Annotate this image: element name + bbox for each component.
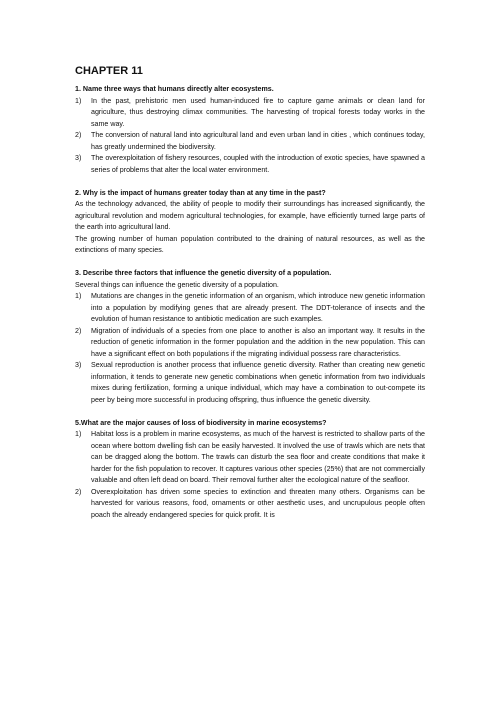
list-item-number: 3) bbox=[75, 361, 82, 369]
section-paragraph: The growing number of human population contributed to the draining of natural resources, as well as the extinctions of many species. bbox=[75, 234, 425, 254]
section-paragraph: Several things can influence the genetic diversity of a population. bbox=[75, 280, 279, 289]
section bbox=[75, 418, 425, 522]
section bbox=[75, 188, 425, 269]
section-paragraph: As the technology advanced, the ability of people to modify their surroundings has increased significantly, the agricultural revolution and modern agricultural technologies, for example, have efficiently turned large parts of the earth into agricultural land. bbox=[75, 200, 425, 231]
list-item bbox=[75, 96, 425, 131]
section-spacer bbox=[75, 176, 425, 188]
list-item bbox=[75, 153, 425, 176]
list-item-number: 2) bbox=[75, 326, 82, 335]
numbered-list bbox=[75, 429, 425, 521]
section-question: 3. Describe three factors that influence the genetic diversity of a population. bbox=[75, 269, 332, 277]
list-item-text: Habitat loss is a problem in marine ecosystems, as much of the harvest is restricted to shallow parts of the ocean where bottom dwelling fish can be easily harvested. It involved the use of trawls which are nets that can be dragged along the bottom. The trawls can disturb the sea floor and create conditions that make it harder for the fish population to recover. It captures various other species (25%) that are not commercially valuable and often left dead on board. Their removal further alter the ecological nature of the seafloor. bbox=[91, 430, 425, 484]
list-item bbox=[75, 291, 425, 326]
list-item-number: 2) bbox=[75, 487, 82, 496]
list-item-number: 2) bbox=[75, 131, 82, 139]
numbered-list bbox=[75, 291, 425, 406]
list-item bbox=[75, 487, 425, 522]
list-item-text: In the past, prehistoric men used human-induced fire to capture game animals or clean land for agriculture, thus destroying climax communities. The harvesting of tropical forests today works in the same way. bbox=[91, 96, 425, 128]
list-item bbox=[75, 360, 425, 406]
list-item-text: Sexual reproduction is another process that influence genetic diversity. Rather than creating new genetic information, it tends to generate new genetic combinations when genetic information from two individuals mixes during fertilization, forming a unique individual, which may have a combination to out-compete its peer by being more successful in producing offspring, thus influence the genetic diversity. bbox=[91, 361, 425, 404]
list-item bbox=[75, 130, 425, 153]
list-item bbox=[75, 326, 425, 361]
document-page bbox=[75, 64, 425, 521]
section-question: 2. Why is the impact of humans greater today than at any time in the past? bbox=[75, 188, 326, 197]
list-item-number: 3) bbox=[75, 154, 82, 162]
section bbox=[75, 84, 425, 188]
list-item-text: The overexploitation of fishery resources, coupled with the introduction of exotic species, have spawned a series of problems that alter the local water environment. bbox=[91, 154, 425, 174]
section-spacer bbox=[75, 406, 425, 418]
list-item-text: The conversion of natural land into agricultural land and even urban land in cities , which continues today, has greatly undermined the biodiversity. bbox=[91, 131, 425, 151]
section-question: 5.What are the major causes of loss of biodiversity in marine ecosystems? bbox=[75, 418, 327, 427]
chapter-title: CHAPTER 11 bbox=[75, 65, 143, 77]
sections bbox=[75, 84, 425, 521]
list-item-text: Overexploitation has driven some species to extinction and threaten many others. Organisms can be harvested for various reasons, food, ornaments or other aesthetic uses, and uncrupulous people often poach the already endangered species for quick profit. It is bbox=[91, 487, 425, 519]
list-item-number: 1) bbox=[75, 96, 82, 105]
list-item-number: 1) bbox=[75, 292, 82, 300]
list-item bbox=[75, 429, 425, 487]
list-item-number: 1) bbox=[75, 430, 82, 438]
section-spacer bbox=[75, 257, 425, 269]
section bbox=[75, 268, 425, 418]
section-question: 1. Name three ways that humans directly alter ecosystems. bbox=[75, 85, 274, 93]
list-item-text: Migration of individuals of a species from one place to another is also an important way. It results in the reduction of genetic information in the former population and the addition in the new population. This can have a significant effect on both populations if the migrating individual possess rare characteristics. bbox=[91, 326, 425, 358]
numbered-list bbox=[75, 96, 425, 177]
list-item-text: Mutations are changes in the genetic information of an organism, which introduce new genetic information into a population by modifying genes that are already present. The DDT-tolerance of insects and the evolution of human resistance to antibiotic medication are such examples. bbox=[91, 292, 425, 323]
